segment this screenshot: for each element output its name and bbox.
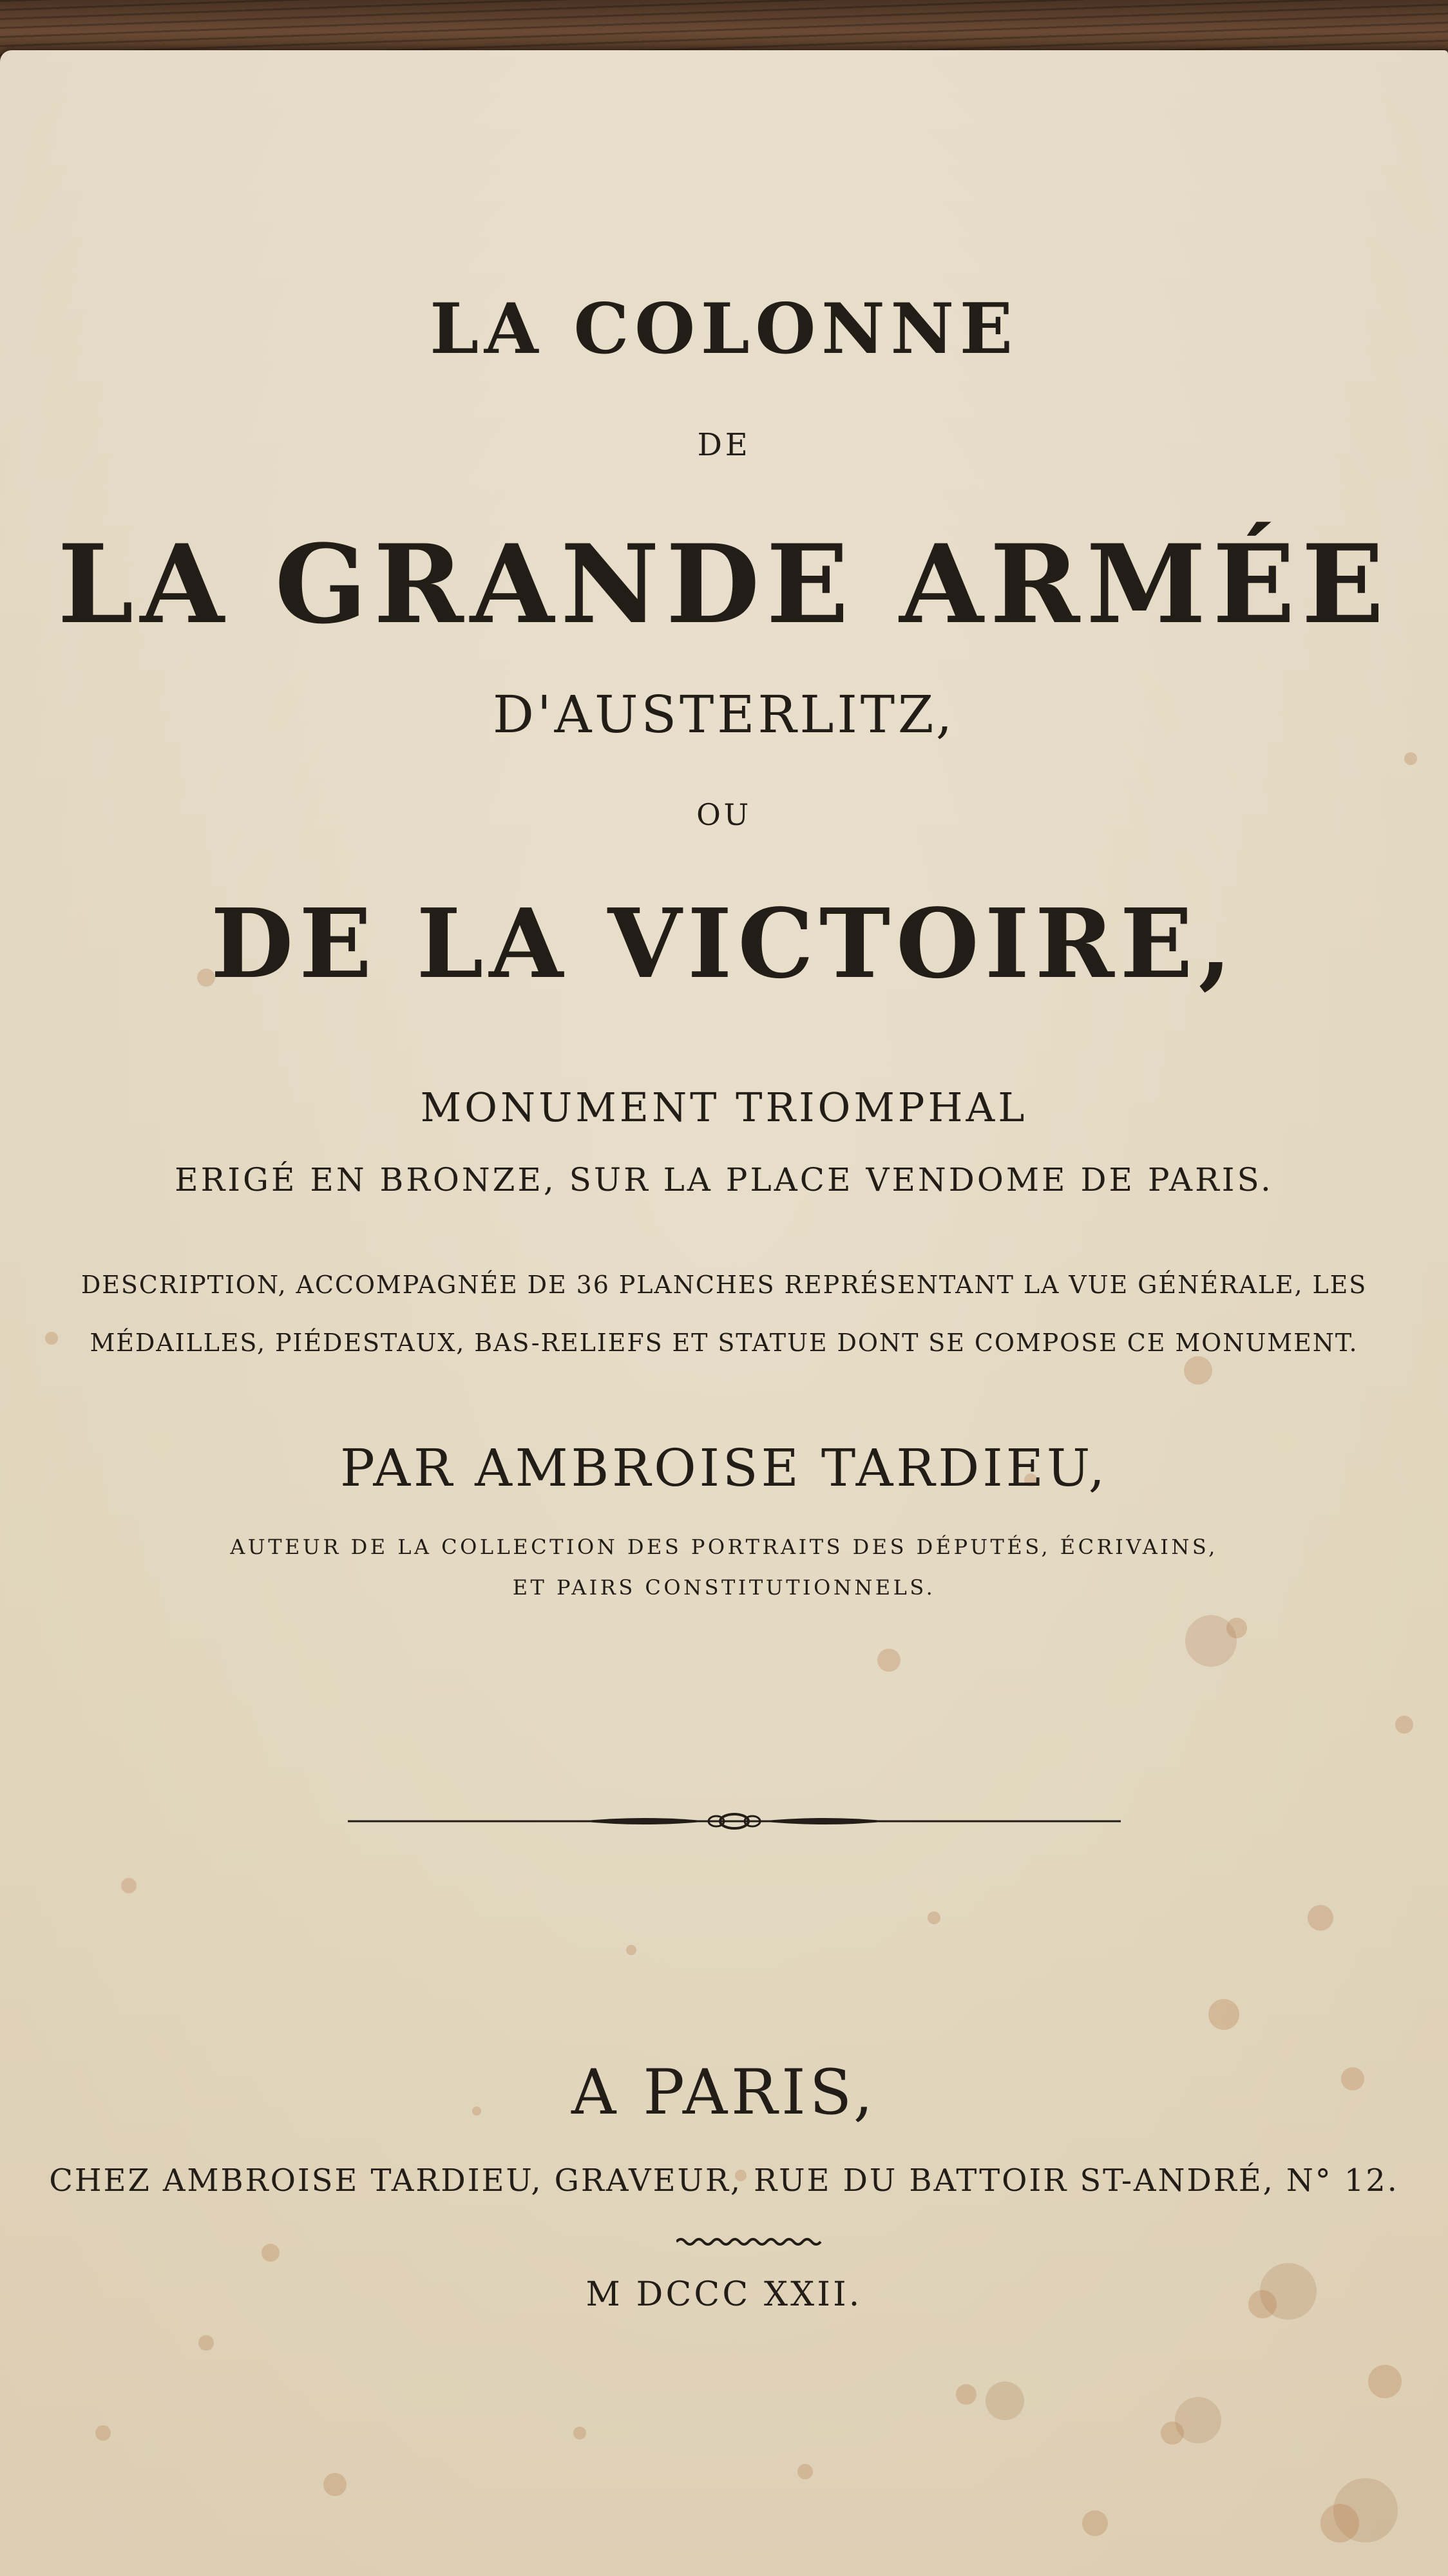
subtitle-monument: MONUMENT TRIOMPHAL <box>420 1084 1028 1131</box>
author-line: PAR AMBROISE TARDIEU, <box>340 1438 1108 1498</box>
wavy-line-icon <box>676 2235 824 2249</box>
title-line-grande-armee: LA GRANDE ARMÉE <box>57 520 1391 648</box>
title-line-victoire: DE LA VICTOIRE, <box>211 887 1237 999</box>
imprint-publisher: CHEZ AMBROISE TARDIEU, GRAVEUR, RUE DU BATTOIR ST-ANDRÉ, N° 12. <box>49 2163 1399 2199</box>
description-line-1: DESCRIPTION, ACCOMPAGNÉE DE 36 PLANCHES REPRÉSENTANT LA VUE GÉNÉRALE, LES <box>81 1271 1367 1299</box>
author-note-line-1: AUTEUR DE LA COLLECTION DES PORTRAITS DES DÉPUTÉS, ÉCRIVAINS, <box>230 1535 1218 1559</box>
title-line-colonne: LA COLONNE <box>430 289 1018 370</box>
title-line-austerlitz: D'AUSTERLITZ, <box>492 685 956 744</box>
description-line-2: MÉDAILLES, PIÉDESTAUX, BAS-RELIEFS ET STATUE DONT SE COMPOSE CE MONUMENT. <box>90 1329 1358 1357</box>
imprint-city: A PARIS, <box>571 2056 877 2128</box>
title-line-ou: OU <box>696 797 752 832</box>
title-page <box>0 50 1448 2576</box>
title-line-de: DE <box>697 427 751 463</box>
imprint-date: M DCCC XXII. <box>586 2275 862 2314</box>
decorative-rule-icon <box>348 1802 1121 1841</box>
author-note-line-2: ET PAIRS CONSTITUTIONNELS. <box>512 1575 936 1600</box>
subtitle-erige: ERIGÉ EN BRONZE, SUR LA PLACE VENDOME DE PARIS. <box>175 1161 1273 1198</box>
